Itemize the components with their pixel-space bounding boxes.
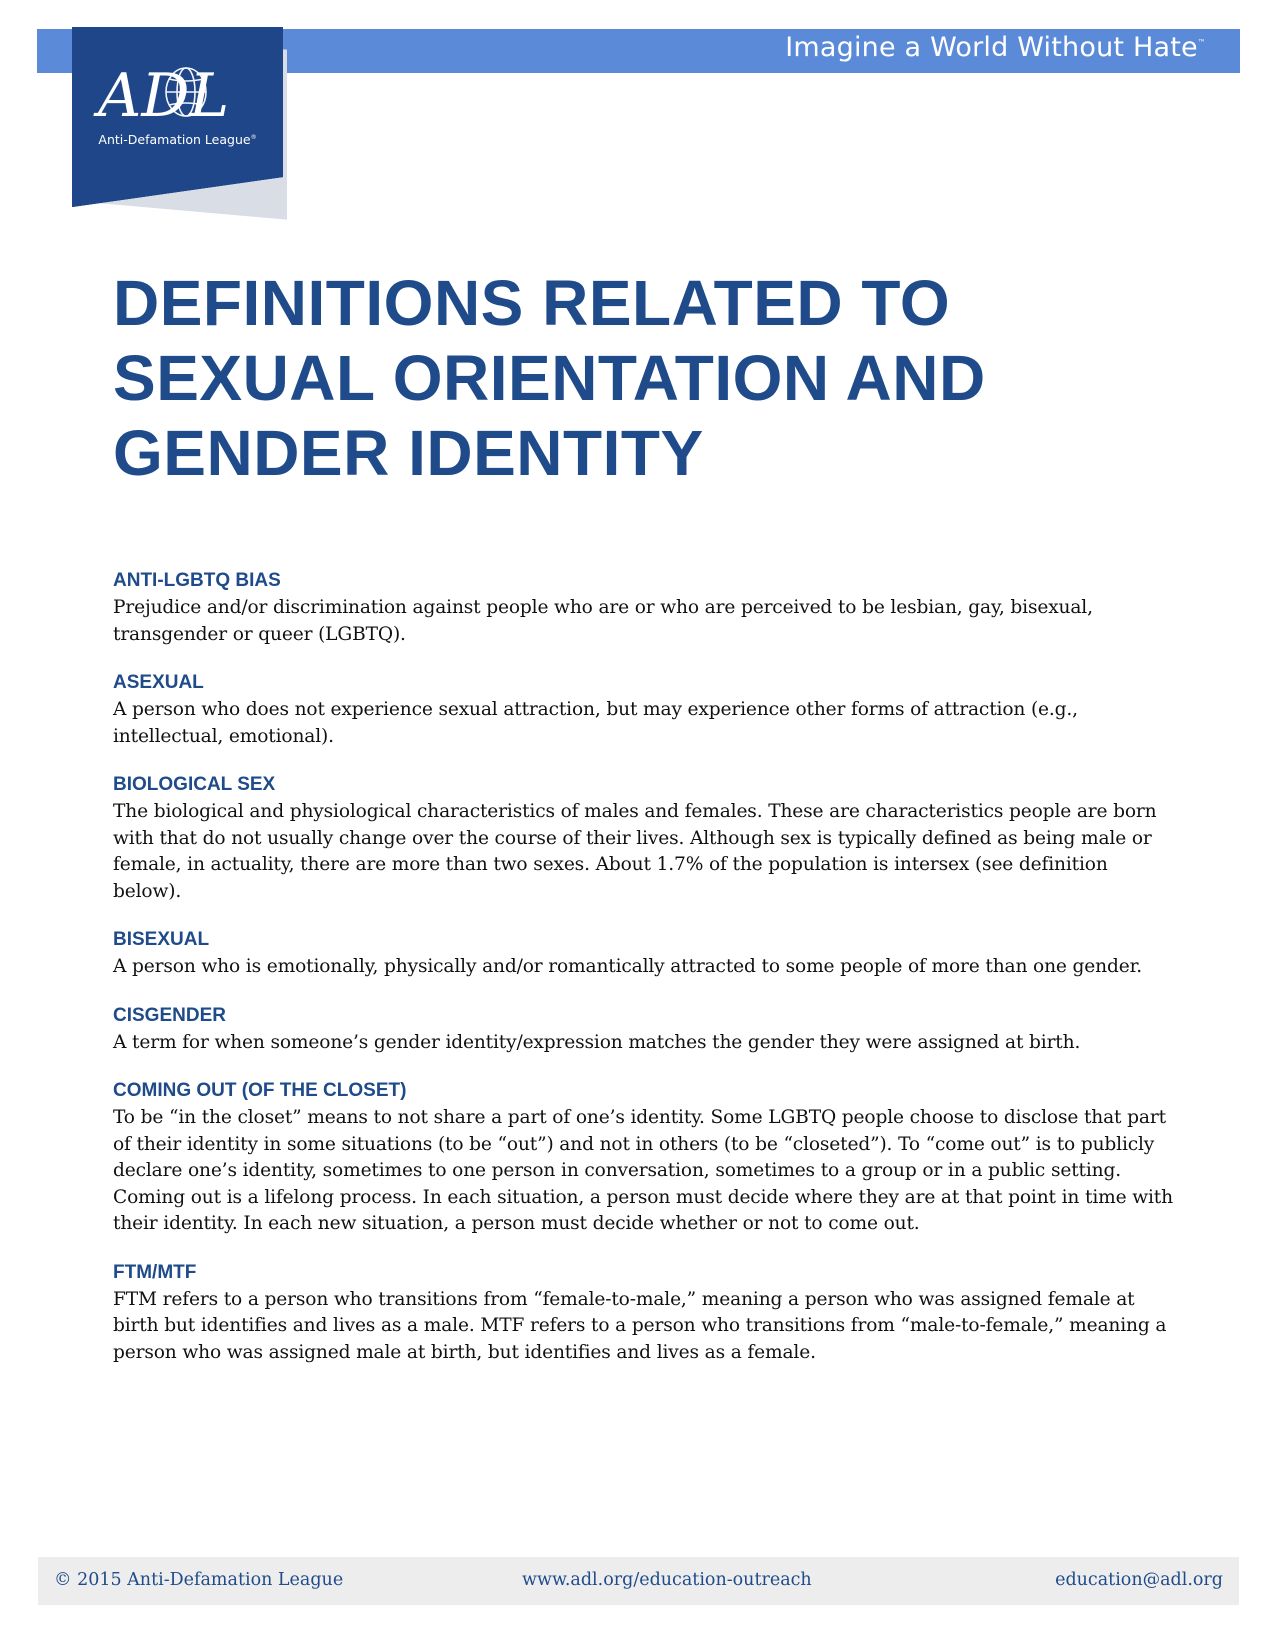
footer-url-link[interactable]: www.adl.org/education-outreach	[522, 1570, 812, 1590]
definition-text: A term for when someone’s gender identity/expression matches the gender they were assigned at birth.	[113, 1031, 1081, 1053]
definition-item	[113, 929, 1173, 981]
svg-text:ADL: ADL	[98, 61, 230, 123]
definition-item	[113, 672, 1173, 750]
definitions-list	[113, 570, 1173, 1390]
definition-term: BIOLOGICAL SEX	[113, 774, 276, 795]
definition-text: The biological and physiological characteristics of males and females. These are characteristics people are born with that do not usually change over the course of their lives. Although sex is typically defined as being male or female, in actuality, there are more than two sexes. About 1.7% of the population is intersex (see definition below).	[113, 801, 1157, 902]
definition-item	[113, 774, 1173, 905]
footer-email-link[interactable]: education@adl.org	[1055, 1570, 1223, 1590]
logo-org-name: Anti-Defamation League®	[98, 132, 257, 147]
definition-text: A person who is emotionally, physically and/or romantically attracted to some people of more than one gender.	[113, 956, 1143, 977]
definition-item	[113, 1080, 1173, 1238]
page-footer	[38, 1557, 1239, 1605]
definition-term: ASEXUAL	[113, 672, 204, 693]
definition-term: COMING OUT (OF THE CLOSET)	[113, 1080, 407, 1101]
adl-logo	[72, 27, 283, 177]
definition-text: FTM refers to a person who transitions from “female-to-male,” meaning a person who was assigned female at birth but identifies and lives as a male. MTF refers to a person who transitions from “male-to-female,” meaning a person who was assigned male at birth, but identifies and lives as a female.	[113, 1288, 1167, 1363]
tagline: Imagine a World Without Hate™	[785, 32, 1206, 63]
definition-term: CISGENDER	[113, 1004, 226, 1026]
definition-term: FTM/MTF	[113, 1261, 197, 1283]
footer-copyright: © 2015 Anti-Defamation League	[54, 1570, 344, 1590]
definition-term: BISEXUAL	[113, 929, 210, 950]
definition-text: To be “in the closet” means to not share a part of one’s identity. Some LGBTQ people choose to disclose that part of their identity in some situations (to be “out”) and not in others (to be “closeted”). To “come out” is to publicly declare one’s identity, sometimes to one person in conversation, sometimes to a group or in a public setting. Coming out is a lifelong process. In each situation, a person must decide where they are at that point in time with their identity. In each new situation, a person must decide whether or not to come out.	[113, 1107, 1173, 1234]
definition-item	[113, 1005, 1173, 1057]
adl-logo-mark	[92, 61, 272, 123]
definition-item	[113, 570, 1173, 648]
definition-text: Prejudice and/or discrimination against people who are or who are perceived to be lesbian, gay, bisexual, transgender or queer (LGBTQ).	[113, 597, 1093, 645]
definition-item	[113, 1262, 1173, 1367]
page-title: DEFINITIONS RELATED TO SEXUAL ORIENTATION AND GENDER IDENTITY	[113, 267, 986, 489]
definition-text: A person who does not experience sexual attraction, but may experience other forms of attraction (e.g., intellectual, emotional).	[113, 699, 1078, 747]
definition-term: ANTI-LGBTQ BIAS	[113, 570, 281, 591]
